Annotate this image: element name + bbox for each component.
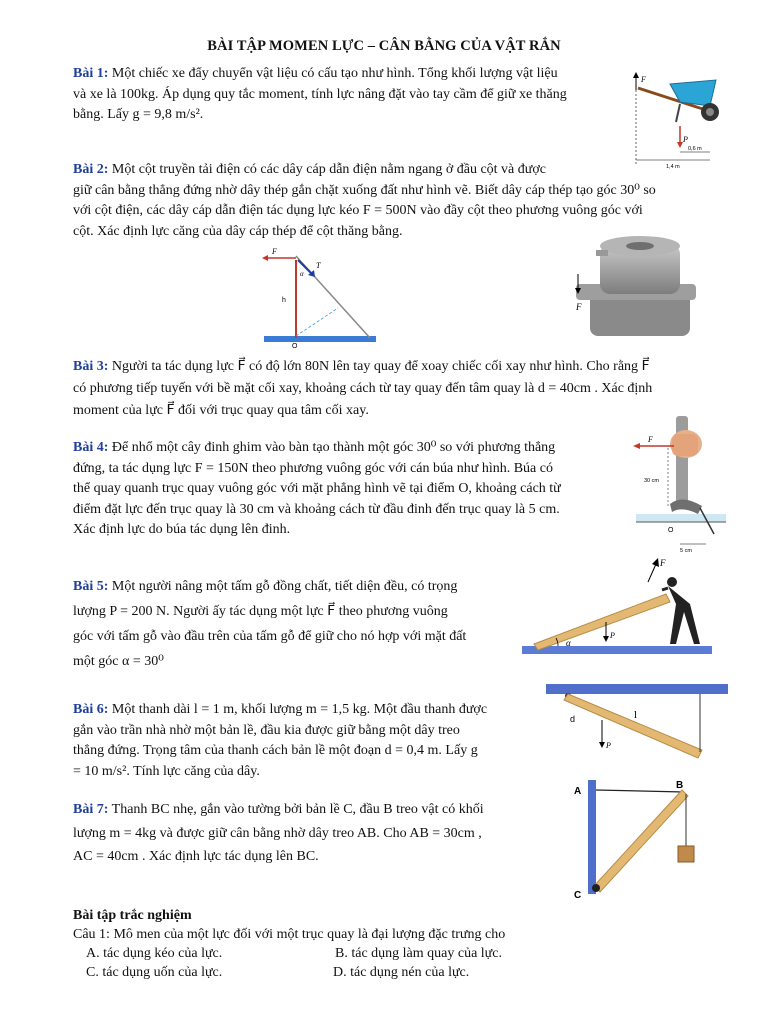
problem-1-line-1: Bài 1: Một chiếc xe đẩy chuyển vật liệu có cấu tạo như hình. Tổng khối lượng vật liệu — [73, 66, 558, 81]
rod-weight-label: P⃗ — [606, 741, 618, 750]
problem-4-line-2: đứng, ta tác dụng lực F = 150N theo phương vuông góc với cán búa như hình. Búa có — [73, 460, 553, 476]
wheelbarrow-dim-small: 0,6 m — [688, 146, 702, 152]
rod-l-label: l — [634, 709, 638, 721]
problem-3 — [73, 356, 723, 422]
wall-figure — [570, 776, 698, 902]
quiz-option-a[interactable]: A. tác dụng kéo của lực. — [86, 946, 223, 961]
mill-force-label: F⃗ — [576, 302, 589, 312]
wall-c-label: C — [574, 890, 582, 901]
problem-1-line-2: và xe là 100kg. Áp dụng quy tắc moment, tính lực nâng đặt vào tay cầm để giữ xe thăng — [73, 86, 567, 102]
problem-6 — [73, 700, 535, 782]
problem-2-label: Bài 2: — [73, 162, 109, 177]
mill-figure — [566, 228, 704, 346]
plank-force-label: F⃗ — [660, 558, 673, 568]
problem-5 — [73, 574, 513, 674]
hammer-dim-5: 5 cm — [680, 548, 692, 554]
plank-figure — [520, 552, 716, 662]
problem-3-line-1: Bài 3: Người ta tác dụng lực F⃗ có độ lớn 80N lên tay quay để xoay chiếc cối xay như hình. Cho rằng F⃗ — [73, 359, 650, 374]
problem-4-line-1: Bài 4: Để nhổ một cây đinh ghim vào bàn tạo thành một góc 30⁰ so với phương thẳng — [73, 440, 556, 455]
hammer-pivot-label: O — [668, 527, 674, 534]
problem-7 — [73, 798, 559, 869]
problem-3-line-2: có phương tiếp tuyến với bề mặt cối xay, khoảng cách từ tay quay đến tâm quay là d = 40cm . Xác định — [73, 381, 653, 396]
pole-origin-label: O — [292, 343, 298, 350]
problem-7-line-1: Bài 7: Thanh BC nhẹ, gắn vào tường bởi bản lề C, đầu B treo vật có khối — [73, 802, 484, 817]
plank-weight-label: P⃗ — [610, 631, 622, 640]
quiz-option-b[interactable]: B. tác dụng làm quay của lực. — [335, 946, 502, 961]
problem-7-line-3: AC = 40cm . Xác định lực tác dụng lên BC. — [73, 849, 319, 864]
rod-figure — [542, 680, 730, 766]
wheelbarrow-dim-large: 1,4 m — [666, 164, 680, 170]
problem-7-label: Bài 7: — [73, 802, 109, 817]
pole-height-label: h — [282, 297, 286, 304]
problem-5-line-4: một góc α = 30⁰ — [73, 654, 164, 669]
pole-angle-label: α — [300, 270, 304, 278]
problem-1-label: Bài 1: — [73, 66, 109, 81]
page-title: BÀI TẬP MOMEN LỰC – CÂN BẰNG CỦA VẬT RẮN — [207, 38, 561, 54]
problem-3-label: Bài 3: — [73, 359, 109, 374]
problem-1 — [73, 64, 625, 126]
hammer-force-label: F⃗ — [648, 435, 660, 444]
quiz-heading: Bài tập trắc nghiệm — [73, 908, 192, 923]
quiz-option-c[interactable]: C. tác dụng uốn của lực. — [86, 965, 223, 980]
quiz-question: Câu 1: Mô men của một lực đối với một trục quay là đại lượng đặc trưng cho — [73, 927, 506, 942]
pole-tension-label: T⃗ — [316, 261, 327, 270]
problem-1-line-3: bằng. Lấy g = 9,8 m/s². — [73, 107, 204, 122]
problem-2-line-1: Bài 2: Một cột truyền tải điện có các dây cáp dẫn điện nằm ngang ở đầu cột và được — [73, 162, 546, 177]
problem-6-label: Bài 6: — [73, 702, 109, 717]
hammer-dim-30: 30 cm — [644, 478, 659, 484]
rod-d-label: d — [570, 714, 576, 724]
problem-4-line-4: điểm đặt lực đến trục quay là 30 cm và khoảng cách từ đầu đinh đến trục quay là 5 cm. — [73, 501, 560, 517]
quiz-option-d[interactable]: D. tác dụng nén của lực. — [333, 965, 470, 980]
pole-figure — [258, 246, 380, 350]
problem-6-line-4: = 10 m/s². Tính lực căng của dây. — [73, 763, 260, 779]
problem-5-line-3: góc với tấm gỗ vào đầu trên của tấm gỗ để giữ cho nó hợp với mặt đất — [73, 629, 467, 644]
problem-3-line-3: moment của lực F⃗ đối với trục quay qua tâm cối xay. — [73, 403, 369, 418]
problem-6-line-1: Bài 6: Một thanh dài l = 1 m, khối lượng m = 1,5 kg. Một đầu thanh được — [73, 702, 488, 717]
problem-2-line-2: giữ cân bằng thẳng đứng nhờ dây thép gắn chặt xuống đất như hình vẽ. Biết dây cáp thép tạo góc 30⁰ so — [73, 182, 656, 198]
problem-4-line-3: thể quay quanh trục quay vuông góc với mặt phẳng hình vẽ tại điểm O, khoảng cách từ — [73, 481, 561, 496]
problem-2-line-4: cột. Xác định lực căng của dây cáp thép để cột thăng bằng. — [73, 223, 403, 239]
wheelbarrow-weight-label: P⃗ — [683, 135, 695, 144]
problem-2-line-3: với cột điện, các dây cáp dẫn điện tác dụng lực kéo F = 500N vào đầy cột theo phương vuông góc với — [73, 203, 643, 218]
wheelbarrow-force-label: F⃗ — [641, 75, 653, 84]
problem-4-line-5: Xác định lực do búa tác dụng lên đinh. — [73, 522, 291, 537]
problem-5-label: Bài 5: — [73, 579, 109, 594]
problem-6-line-3: thẳng đứng. Trọng tâm của thanh cách bản lề một đoạn d = 0,4 m. Lấy g — [73, 743, 478, 758]
wheelbarrow-figure — [628, 64, 728, 172]
hammer-figure — [628, 410, 732, 556]
problem-6-line-2: gắn vào trần nhà nhờ một bản lề, đầu kia được giữ bằng một dây treo — [73, 722, 460, 738]
problem-5-line-2: lượng P = 200 N. Người ấy tác dụng một lực F⃗ theo phương vuông — [73, 604, 448, 619]
problem-5-line-1: Bài 5: Một người nâng một tấm gỗ đồng chất, tiết diện đều, có trọng — [73, 579, 458, 594]
plank-angle-label: α — [566, 638, 571, 648]
problem-4-label: Bài 4: — [73, 440, 109, 455]
pole-force-label: F⃗ — [272, 247, 284, 256]
wall-a-label: A — [574, 786, 582, 797]
problem-4 — [73, 438, 621, 541]
wall-b-label: B — [676, 780, 684, 791]
problem-7-line-2: lượng m = 4kg và được giữ cân bằng nhờ dây treo AB. Cho AB = 30cm , — [73, 825, 482, 841]
